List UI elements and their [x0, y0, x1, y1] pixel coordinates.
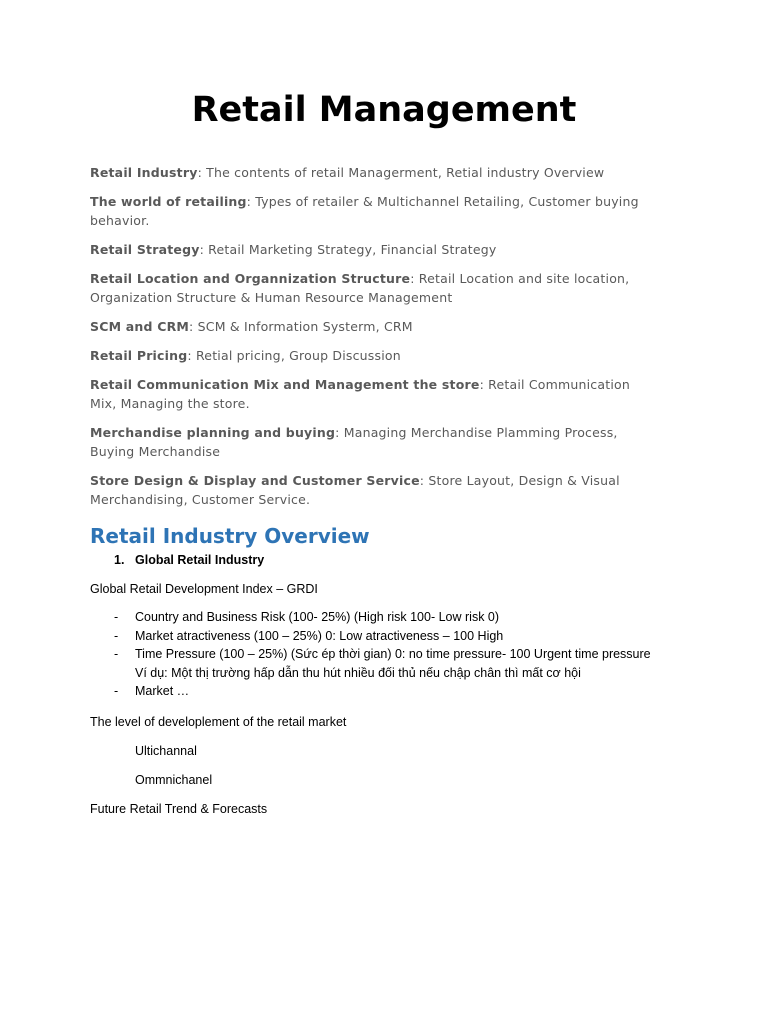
toc-term: Retail Strategy	[90, 242, 200, 257]
toc-entry-retail-pricing	[90, 347, 650, 366]
list-item-continuation: Ví dụ: Một thị trường hấp dẫn thu hút nhiều đối thủ nếu chập chân thì mất cơ hội	[135, 665, 581, 680]
toc-detail: : Retial pricing, Group Discussion	[187, 348, 401, 363]
toc-detail: : Retail Communication Mix, Managing the store.	[90, 377, 630, 411]
toc-detail: : Retail Location and site location, Organization Structure & Human Resource Management	[90, 271, 630, 305]
list-item	[114, 682, 651, 701]
toc-term: Store Design & Display and Customer Service	[90, 473, 420, 488]
list-item	[114, 627, 651, 646]
list-item-text: Market atractiveness (100 – 25%) 0: Low atractiveness – 100 High	[135, 628, 504, 643]
indented-line-ultichannal: Ultichannal	[135, 744, 197, 758]
toc-term: SCM and CRM	[90, 319, 190, 334]
toc-detail: : The contents of retail Managerment, Retial industry Overview	[197, 165, 605, 180]
indented-line-ommnichanel: Ommnichanel	[135, 773, 213, 787]
item-label: Global Retail Industry	[135, 553, 265, 567]
toc-entry-retail-location	[90, 270, 650, 307]
toc-entry-retail-industry	[90, 164, 650, 183]
list-item-text: Market …	[135, 684, 190, 698]
dash-marker: -	[114, 684, 119, 698]
toc-detail: : Retail Marketing Strategy, Financial Strategy	[199, 242, 497, 257]
toc-entry-world-of-retailing	[90, 193, 650, 230]
list-item-text: Country and Business Risk (100- 25%) (High risk 100- Low risk 0)	[135, 610, 500, 624]
toc-entry-retail-strategy	[90, 241, 650, 260]
toc-term: Merchandise planning and buying	[90, 425, 336, 440]
dash-marker: -	[114, 647, 119, 661]
list-item	[114, 645, 651, 682]
toc-detail: : SCM & Information Systerm, CRM	[189, 319, 413, 334]
toc-detail: : Managing Merchandise Plamming Process, Buying Merchandise	[90, 425, 618, 459]
list-item	[114, 608, 651, 627]
toc-entry-communication-mix	[90, 376, 650, 413]
section-heading: Retail Industry Overview	[90, 524, 370, 548]
item-number: 1.	[114, 553, 125, 567]
toc-term: Retail Industry	[90, 165, 198, 180]
toc-entry-scm-crm	[90, 318, 650, 337]
bullet-list	[114, 608, 651, 701]
dash-marker: -	[114, 610, 119, 624]
document-title: Retail Management	[191, 90, 577, 130]
list-item-text: Time Pressure (100 – 25%) (Sức ép thời gian) 0: no time pressure- 100 Urgent time pressure	[135, 647, 651, 661]
toc-entry-store-design	[90, 472, 650, 509]
toc-term: Retail Pricing	[90, 348, 188, 363]
future-line: Future Retail Trend & Forecasts	[90, 802, 268, 816]
toc-entry-merchandise-planning	[90, 424, 650, 461]
dash-marker: -	[114, 628, 119, 643]
toc-term: Retail Location and Organnization Structure	[90, 271, 411, 286]
numbered-item	[114, 551, 264, 570]
toc-detail: : Store Layout, Design & Visual Merchandising, Customer Service.	[90, 473, 620, 507]
grdi-line: Global Retail Development Index – GRDI	[90, 582, 318, 596]
level-line: The level of developlement of the retail market	[90, 715, 347, 729]
toc-term: Retail Communication Mix and Management the store	[90, 377, 480, 392]
toc-detail: : Types of retailer & Multichannel Retailing, Customer buying behavior.	[90, 194, 639, 228]
toc-term: The world of retailing	[90, 194, 247, 209]
